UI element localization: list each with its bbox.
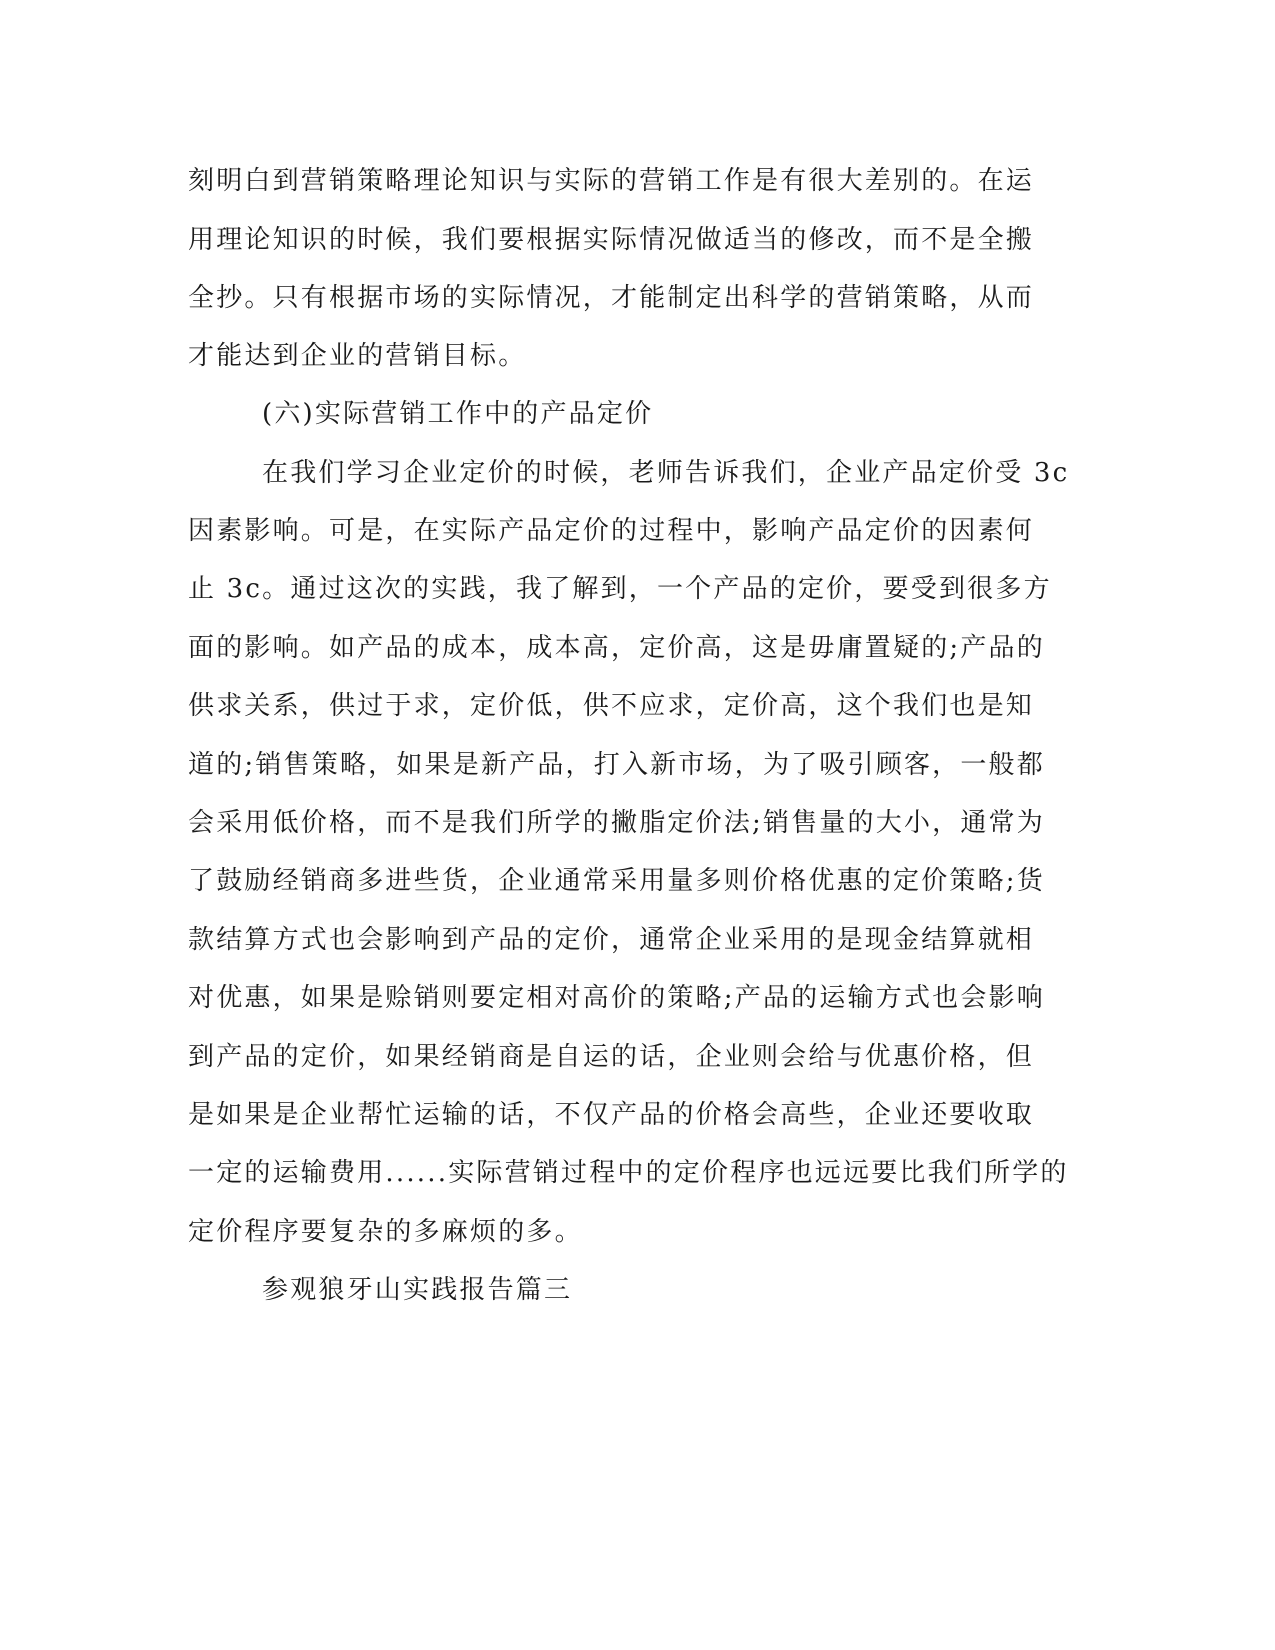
section-heading: 参观狼牙山实践报告篇三 [262,1275,573,1305]
paragraph-line: 到产品的定价，如果经销商是自运的话，企业则会给与优惠价格，但 [188,1042,1035,1072]
paragraph-line: 面的影响。如产品的成本，成本高，定价高，这是毋庸置疑的;产品的 [188,633,1045,663]
paragraph-line: 了鼓励经销商多进些货，企业通常采用量多则价格优惠的定价策略;货 [188,866,1045,896]
paragraph-line: 因素影响。可是，在实际产品定价的过程中，影响产品定价的因素何 [188,516,1035,546]
paragraph-line: 在我们学习企业定价的时候，老师告诉我们，企业产品定价受 3c [262,458,1070,488]
paragraph-line: 款结算方式也会影响到产品的定价，通常企业采用的是现金结算就相 [188,925,1035,955]
paragraph-line: 道的;销售策略，如果是新产品，打入新市场，为了吸引顾客，一般都 [188,750,1045,780]
paragraph-line: 是如果是企业帮忙运输的话，不仅产品的价格会高些，企业还要收取 [188,1100,1035,1130]
paragraph-line: 会采用低价格，而不是我们所学的撇脂定价法;销售量的大小，通常为 [188,808,1045,838]
paragraph-line: 全抄。只有根据市场的实际情况，才能制定出科学的营销策略，从而 [188,283,1035,313]
paragraph-line: 才能达到企业的营销目标。 [188,341,527,371]
paragraph-line: 一定的运输费用......实际营销过程中的定价程序也远远要比我们所学的 [188,1158,1069,1188]
paragraph-line: 对优惠，如果是赊销则要定相对高价的策略;产品的运输方式也会影响 [188,983,1045,1013]
paragraph-line: 刻明白到营销策略理论知识与实际的营销工作是有很大差别的。在运 [188,166,1035,196]
paragraph-line: 止 3c。通过这次的实践，我了解到，一个产品的定价，要受到很多方 [188,574,1052,604]
paragraph-line: 用理论知识的时候，我们要根据实际情况做适当的修改，而不是全搬 [188,225,1035,255]
paragraph-line: 定价程序要复杂的多麻烦的多。 [188,1217,583,1247]
paragraph-line: 供求关系，供过于求，定价低，供不应求，定价高，这个我们也是知 [188,691,1035,721]
section-heading: (六)实际营销工作中的产品定价 [262,399,654,429]
